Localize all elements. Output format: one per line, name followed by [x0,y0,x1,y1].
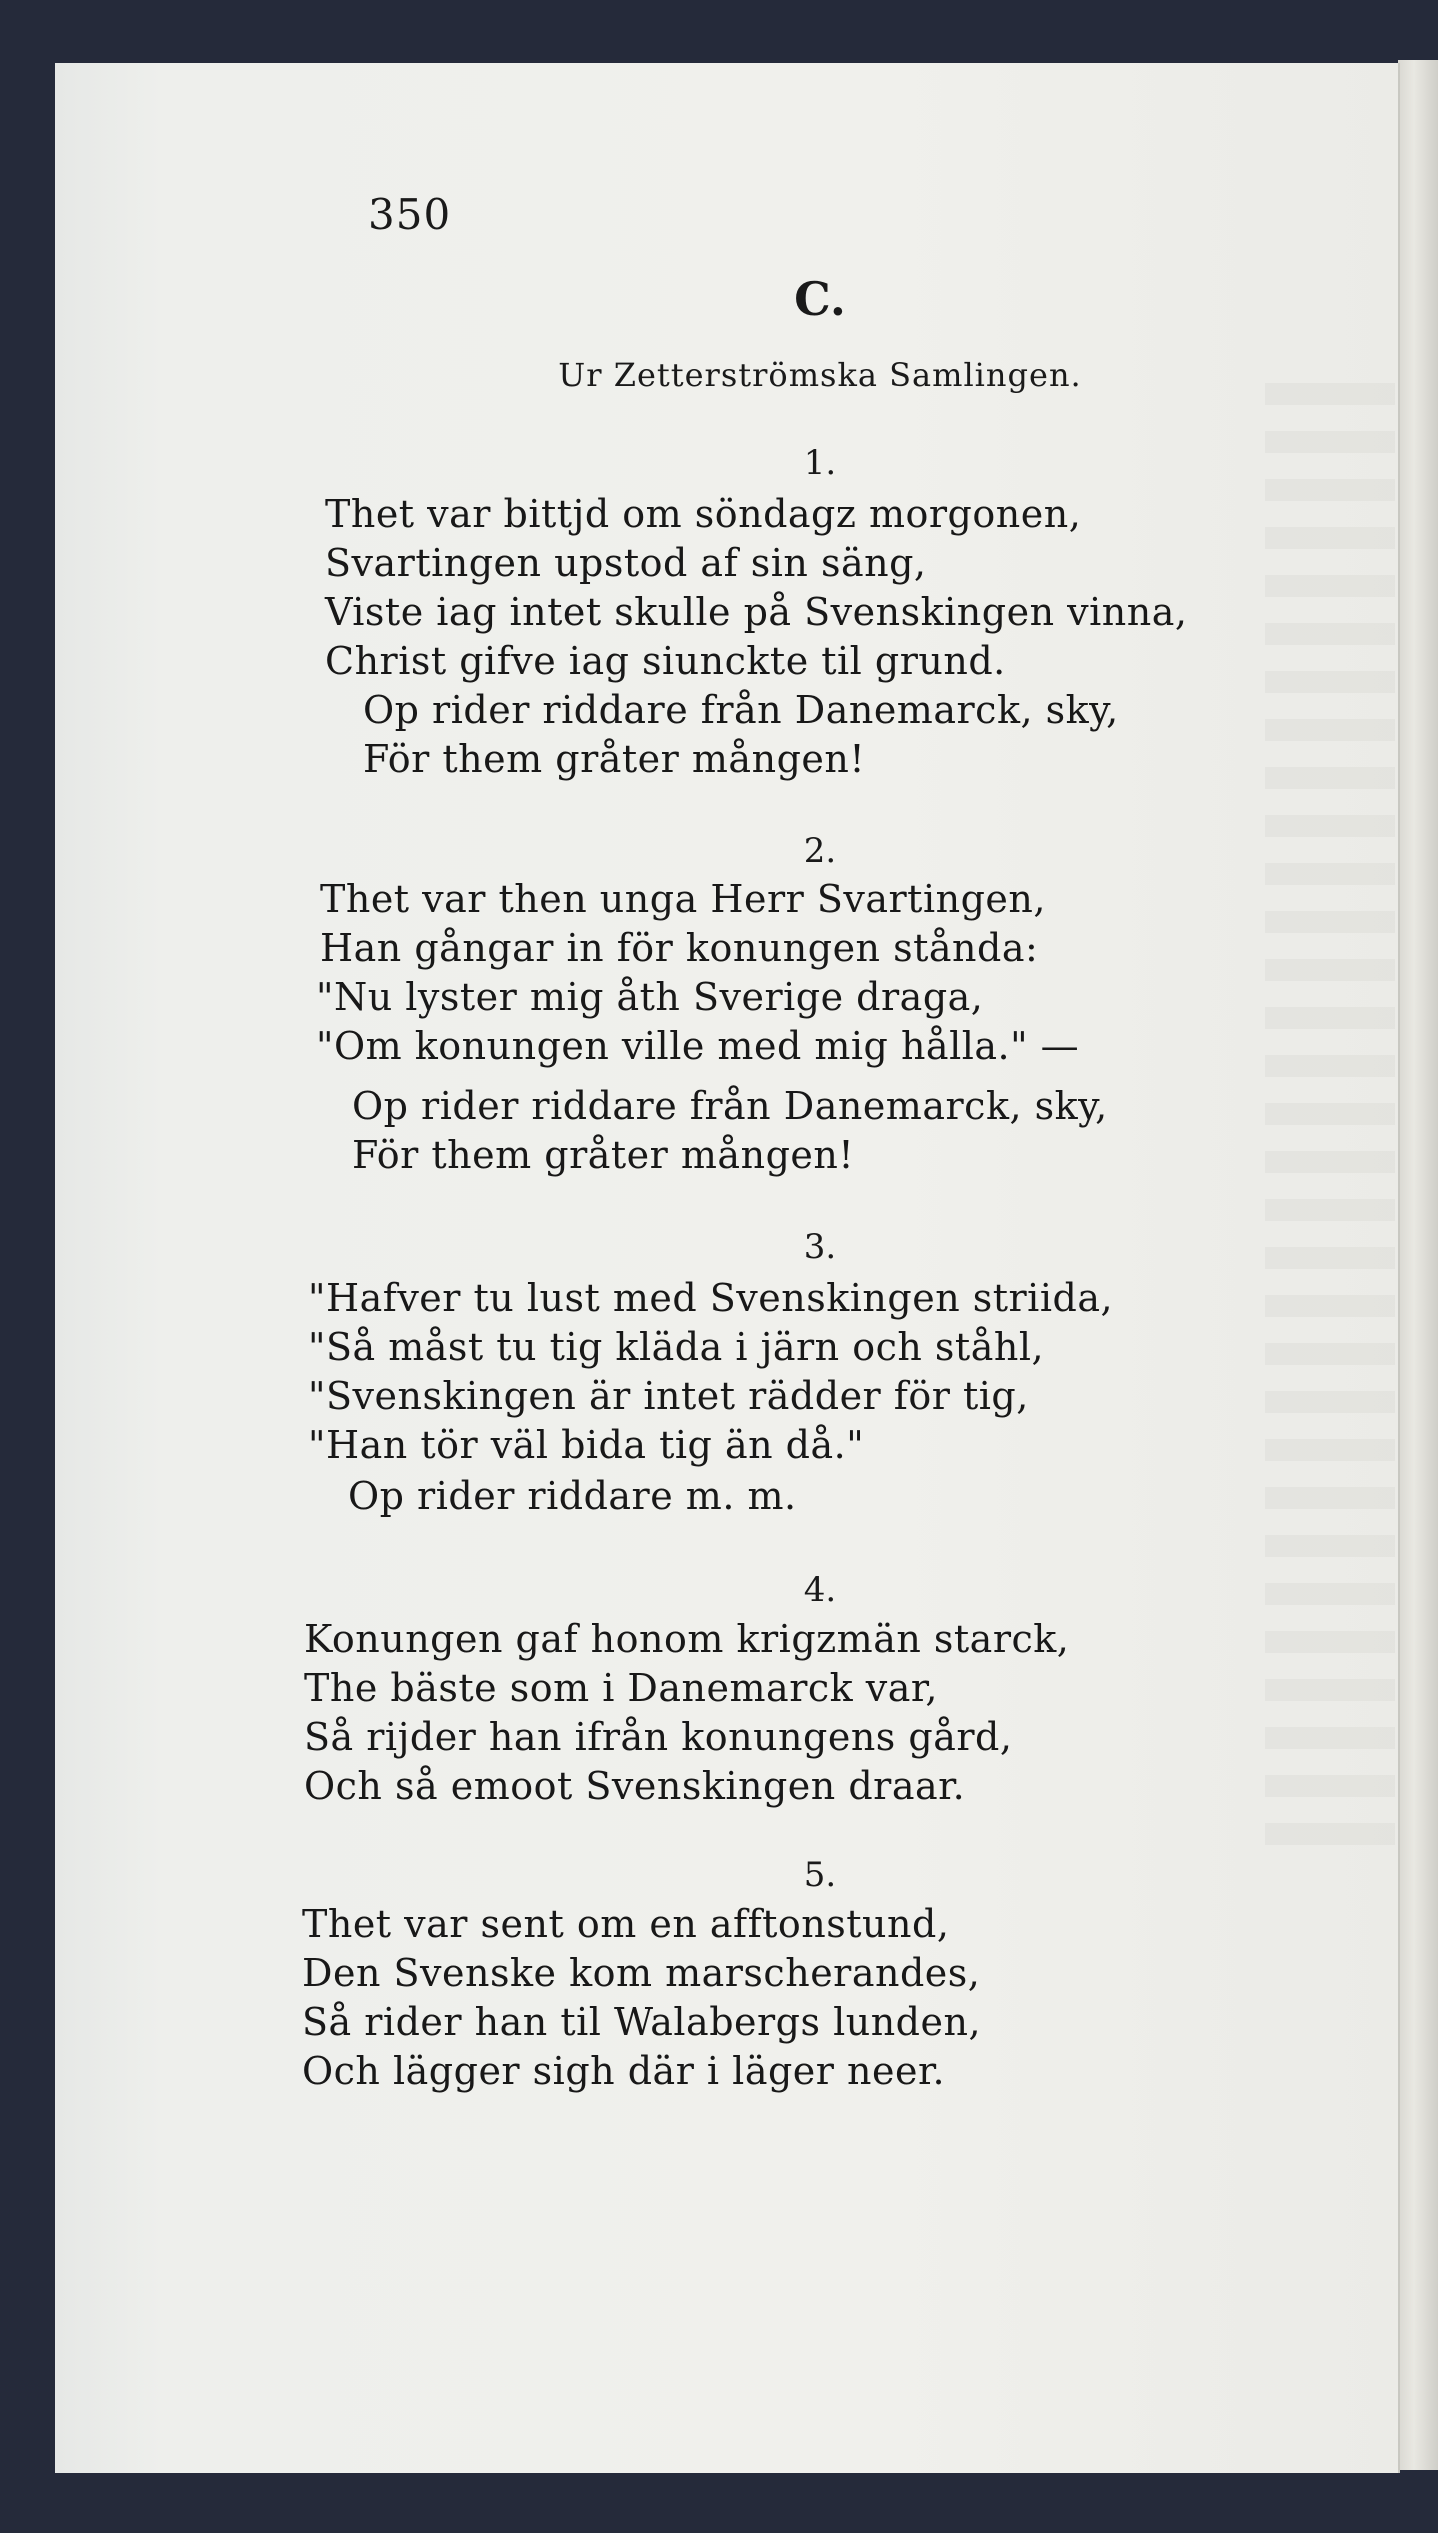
verse-refrain: Op rider riddare från Danemarck, sky, [363,688,1119,732]
verse-line: Thet var sent om en afftonstund, [302,1902,950,1946]
verse-line: "Så måst tu tig kläda i järn och ståhl, [308,1325,1045,1369]
verse-line: "Hafver tu lust med Svenskingen striida, [308,1276,1114,1320]
verse-line: Och så emoot Svenskingen draar. [304,1764,966,1808]
stanza-number: 1. [803,443,837,483]
verse-line: Så rijder han ifrån konungens gård, [304,1715,1013,1759]
verse-line: Thet var then unga Herr Svartingen, [320,877,1046,921]
verse-refrain: Op rider riddare m. m. [348,1474,797,1518]
section-letter: C. [794,272,846,326]
stanza-number: 5. [803,1855,837,1895]
verse-line: Konungen gaf honom krigzmän starck, [304,1617,1070,1661]
verse-refrain: Op rider riddare från Danemarck, sky, [352,1084,1108,1128]
verse-line: "Nu lyster mig åth Sverige draga, [316,975,984,1019]
verse-line: Svartingen upstod af sin säng, [325,541,927,585]
verse-line: Thet var bittjd om söndagz morgonen, [325,492,1082,536]
bleed-through-text [1265,383,1395,1863]
section-subtitle: Ur Zetterströmska Samlingen. [558,356,1082,394]
stanza-number: 4. [803,1570,837,1610]
verse-line: "Svenskingen är intet rädder för tig, [308,1374,1029,1418]
verse-line: The bäste som i Danemarck var, [304,1666,938,1710]
verse-line: Han gångar in för konungen stånda: [320,926,1039,970]
verse-line: Christ gifve iag siunckte til grund. [325,639,1006,683]
stanza-number: 3. [803,1227,837,1267]
verse-line: "Han tör väl bida tig än då." [308,1423,865,1467]
verse-refrain: För them gråter mången! [352,1133,855,1177]
verse-line: Viste iag intet skulle på Svenskingen vinna, [325,590,1188,634]
stanza-number: 2. [803,831,837,871]
verse-line: Och lägger sigh där i läger neer. [302,2049,946,2093]
verse-line: Den Svenske kom marscherandes, [302,1951,981,1995]
book-page [55,63,1398,2473]
verse-line: "Om konungen ville med mig hålla." — [316,1024,1080,1068]
page-number: 350 [368,190,452,239]
verse-line: Så rider han til Walabergs lunden, [302,2000,982,2044]
verse-refrain: För them gråter mången! [363,737,866,781]
